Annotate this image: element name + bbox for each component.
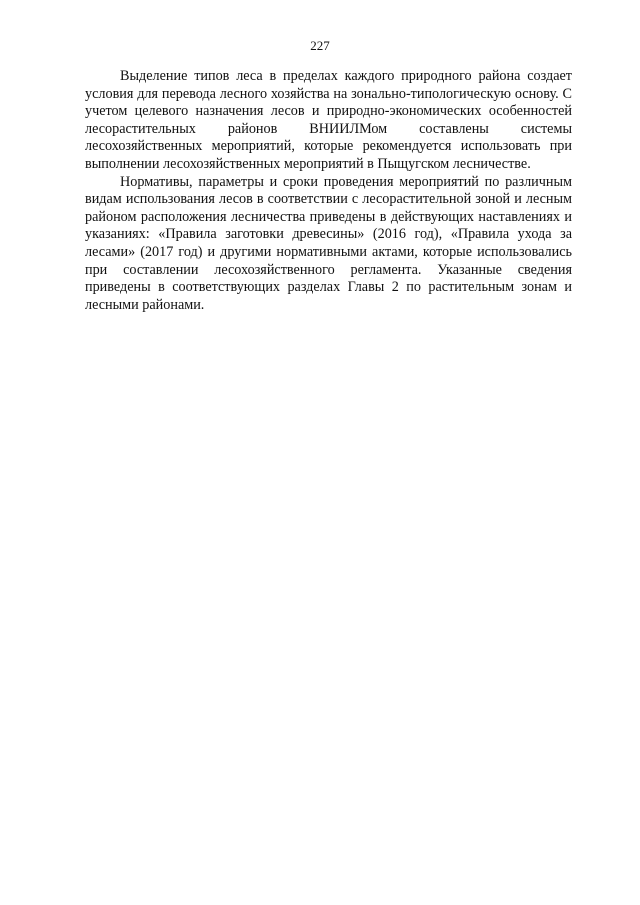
paragraph-forest-types: Выделение типов леса в пределах каждого природного района создает условия для перевода лесного хозяйства на зонально-типологическую основу. С учетом целевого назначения лесов и природно-экономических особенностей лесорастительных районов ВНИИЛМом составлены системы лесохозяйственных мероприятий, которые рекомендуется использовать при выполнении лесохозяйственных мероприятий в Пыщугском лесничестве. [85, 68, 572, 172]
body-text [85, 68, 572, 314]
page-number: 227 [310, 38, 330, 53]
paragraph-norms: Нормативы, параметры и сроки проведения мероприятий по различным видам использования лесов в соответствии с лесорастительной зоной и лесным районом расположения лесничества приведены в действующих наставлениях и указаниях: «Правила заготовки древесины» (2016 год), «Правила ухода за лесами» (2017 год) и другими нормативными актами, которые использовались при составлении лесохозяйственного регламента. Указанные сведения приведены в соответствующих разделах Главы 2 по растительным зонам и лесными районами. [85, 173, 572, 313]
